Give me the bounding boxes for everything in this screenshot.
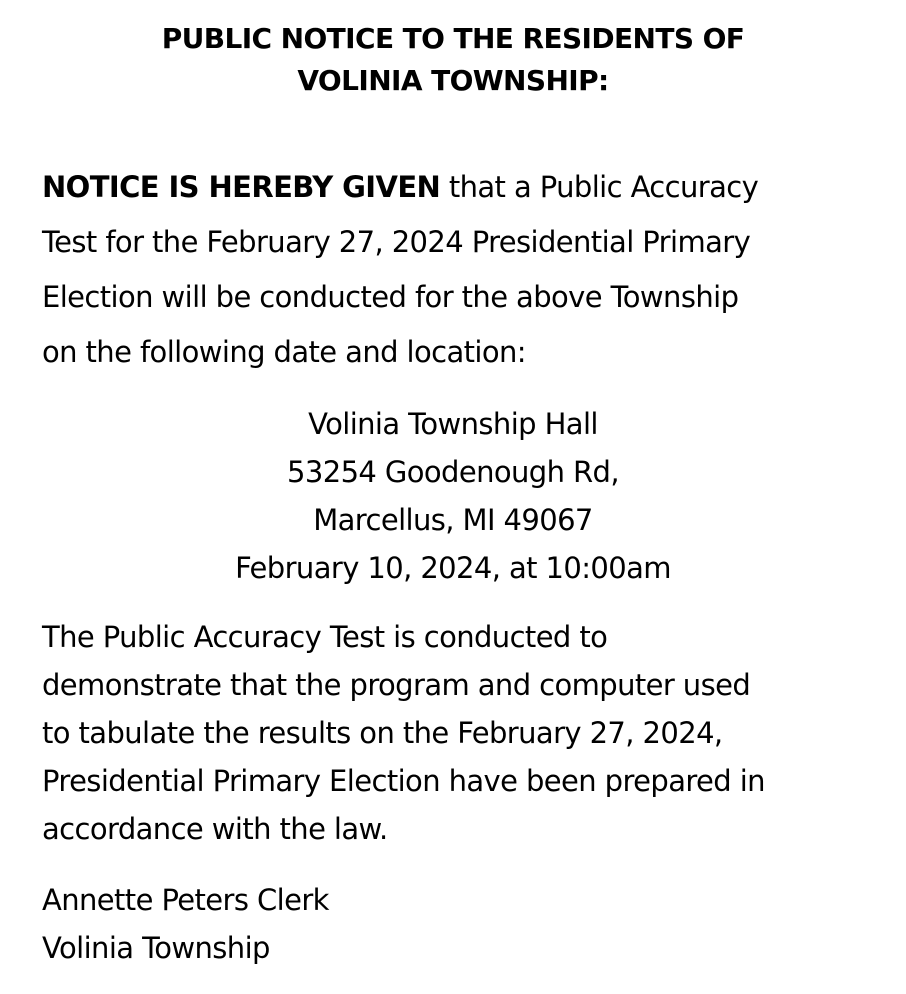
purpose-line-2: demonstrate that the program and computer used [42,668,751,702]
signature-block [42,876,642,972]
notice-title-line-2: VOLINIA TOWNSHIP: [297,64,609,97]
purpose-paragraph [42,613,892,853]
purpose-line-3: to tabulate the results on the February 27, 2024, [42,716,723,750]
signer-organization: Volinia Township [42,931,270,965]
signer-name: Annette Peters Clerk [42,883,329,917]
purpose-line-4: Presidential Primary Election have been prepared in [42,764,765,798]
purpose-line-1: The Public Accuracy Test is conducted to [42,620,608,654]
intro-line-1-rest: that a Public Accuracy [440,170,759,204]
street-address: 53254 Goodenough Rd, [287,455,619,489]
intro-line-3: Election will be conducted for the above Township [42,280,739,314]
purpose-line-5: accordance with the law. [42,812,388,846]
notice-intro-paragraph [42,160,872,380]
test-date-time: February 10, 2024, at 10:00am [235,551,671,585]
intro-line-2: Test for the February 27, 2024 Presidential Primary [42,225,751,259]
venue-name: Volinia Township Hall [308,407,598,441]
city-state-zip: Marcellus, MI 49067 [313,503,593,537]
intro-line-4: on the following date and location: [42,335,526,369]
notice-title-line-1: PUBLIC NOTICE TO THE RESIDENTS OF [161,22,745,55]
notice-title [0,18,906,102]
notice-bold-lead: NOTICE IS HEREBY GIVEN [42,170,441,204]
test-location-block [0,400,906,592]
intro-line-1 [42,160,872,215]
